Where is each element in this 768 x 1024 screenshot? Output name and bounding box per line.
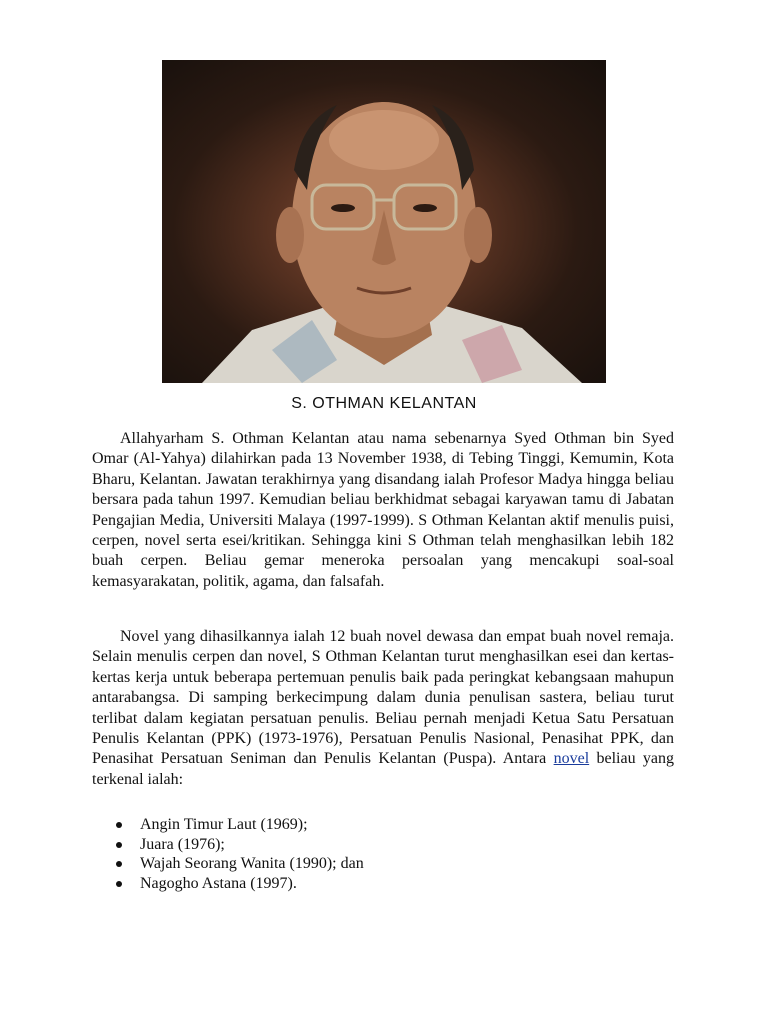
page-title: S. OTHMAN KELANTAN — [291, 395, 477, 412]
list-item — [140, 835, 364, 855]
list-item-text: Angin Timur Laut (1969); — [140, 816, 308, 833]
bullet-icon — [116, 881, 122, 887]
list-item-text: Wajah Seorang Wanita (1990); dan — [140, 855, 364, 872]
portrait-photo — [162, 60, 606, 383]
works-paragraph-ending: beliau yang terkenal ialah: — [92, 750, 674, 788]
novel-list — [140, 815, 364, 893]
works-paragraph — [92, 627, 674, 790]
bullet-icon — [116, 822, 122, 828]
bullet-icon — [116, 861, 122, 867]
novel-link[interactable]: novel — [553, 750, 590, 768]
list-item — [140, 874, 364, 894]
list-item-text: Juara (1976); — [140, 835, 225, 853]
works-paragraph-text: Novel yang dihasilkannya ialah 12 buah novel dewasa dan empat buah novel remaja. Selain menulis cerpen dan novel, S Othman Kelantan turut menghasilkan esei dan kertas-kertas kerja untuk beberapa pertemuan penulis baik pada peringkat kebangsaan mahupun antarabangsa. Di samping berkecimpung dalam dunia penulisan sastera, beliau turut terlibat dalam kegiatan persatuan penulis. Beliau pernah menjadi Ketua Satu Persatuan Penulis Kelantan (PPK) (1973-1976), Persatuan Penulis Nasional, Penasihat PPK, dan Penasihat Persatuan Seniman dan Penulis Kelantan (Puspa). Antara — [92, 628, 674, 768]
bullet-icon — [116, 842, 122, 848]
list-item-text: Nagogho Astana (1997). — [140, 874, 297, 892]
biography-paragraph: Allahyarham S. Othman Kelantan atau nama sebenarnya Syed Othman bin Syed Omar (Al-Yahya) dilahirkan pada 13 November 1938, di Tebing Tinggi, Kemumin, Kota Bharu, Kelantan. Jawatan terakhirnya yang disandang ialah Profesor Madya hingga beliau bersara pada tahun 1997. Kemudian beliau berkhidmat sebagai karyawan tamu di Jabatan Pengajian Media, Universiti Malaya (1997-1999). S Othman Kelantan aktif menulis puisi, cerpen, novel serta esei/kritikan. Sehingga kini S Othman telah menghasilkan lebih 182 buah cerpen. Beliau gemar meneroka persoalan yang mencakupi soal-soal kemasyarakatan, politik, agama, dan falsafah. — [92, 430, 674, 590]
list-item — [140, 815, 364, 835]
list-item — [140, 854, 364, 874]
